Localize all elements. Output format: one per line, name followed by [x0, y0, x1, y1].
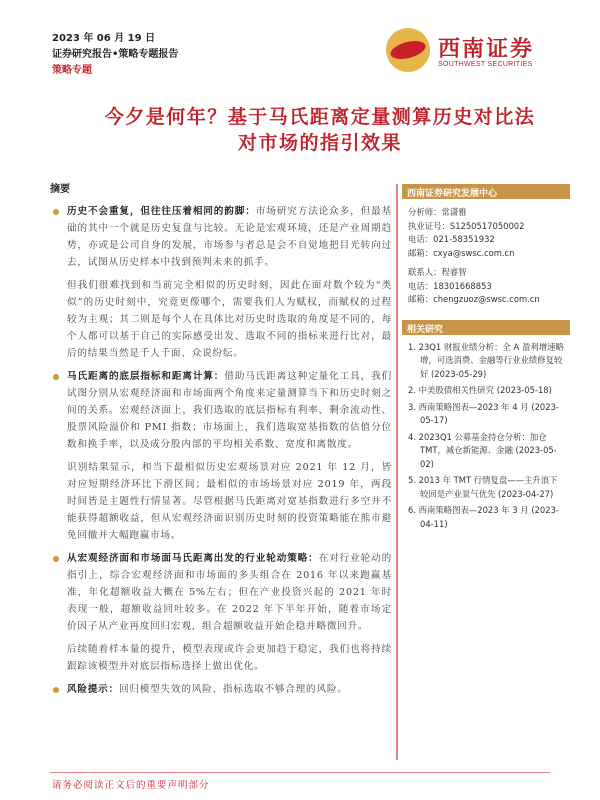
- license: 执业证号：S1250517050002: [408, 220, 525, 231]
- bullet-title: 历史不会重复，但往往压着相同的韵脚：: [67, 206, 256, 217]
- logo-cn: 西南证券: [438, 36, 535, 62]
- email-link[interactable]: 邮箱：cxya@swsc.com.cn: [408, 247, 515, 258]
- phone: 电话：18301668853: [408, 280, 492, 291]
- summary-heading: 摘要: [50, 184, 70, 195]
- report-type: 证券研究报告•策略专题报告: [52, 49, 179, 60]
- related-item[interactable]: 3. 西南策略图表—2023 年 4 月 (2023-05-17): [408, 401, 559, 425]
- bullet-icon: [53, 687, 59, 693]
- title-line-2: 对市场的指引效果: [237, 132, 402, 154]
- related-item[interactable]: 1. 23Q1 财报业绩分析：全 A 盈利增速略增，可选消费、金融等行业业绩修复较好 (2023-05-29): [408, 341, 564, 379]
- bullet-text: 在对行业轮动的指引上，综合宏观经济面和市场面的多头组合在 2016 年以来跑赢基准，年化超额收益大概在 5%左右；但在产业投资兴起的 2021 年时表现一般，超额收益回吐较多。在 2022 年下半年开始，随着市场定价因子从产业再度回归宏观，组合超额收益开始企稳并略微回升。: [67, 553, 392, 632]
- related-item[interactable]: 6. 西南策略图表—2023 年 3 月 (2023-04-11): [408, 505, 559, 529]
- bullet-rotation: [50, 550, 392, 635]
- title-line-1: 今夕是何年？基于马氏距离定量测算历史对比法: [104, 106, 536, 128]
- related-item[interactable]: 5. 2013 年 TMT 行情复盘——主升浪下较回是产业景气优先 (2023-04-27): [408, 475, 558, 499]
- related-research-list: [402, 335, 570, 541]
- bullet-title: 从宏观经济面和市场面马氏距离出发的行业轮动策略：: [67, 553, 319, 564]
- bullet-text: 借助马氏距离这种定量化工具，我们试图分别从宏观经济面和市场面两个角度来定量测算当下和历史时刻之间的关系。宏观经济面上，我们选取的底层指标有利率、剩余流动性、股票风险溢价和 PMI 指数；市场面上，我们选取宽基指数的估值分位数和换手率，以及成分股内部的平均相关系数、宽度和离散度。: [67, 371, 392, 450]
- paragraph: 后续随着样本量的提升，模型表现或许会更加趋于稳定，我们也将持续跟踪该模型并对底层指标选择上做出优化。: [67, 644, 392, 672]
- bullet-history: [50, 203, 392, 271]
- contact-person: 联系人：程睿智: [408, 267, 467, 277]
- logo-en: SOUTHWEST SECURITIES: [438, 61, 533, 68]
- footer-divider: [50, 772, 550, 773]
- sidebar: [402, 184, 570, 540]
- report-category: 策略专题: [52, 65, 92, 76]
- page-title: [40, 104, 600, 156]
- bullet-text: 市场研究方法论众多，但最基础的其中一个就是历史复盘与比较。无论是宏观环境，还是产业周期趋势，亦或是公司自身的发展，市场参与者总是会不自觉地把目光转向过去，试图从历史样本中找到预判未来的抓手。: [67, 206, 392, 268]
- contact-info: [402, 199, 570, 314]
- bullet-icon: [53, 556, 59, 562]
- related-item[interactable]: 2. 中美股债相关性研究 (2023-05-18): [408, 385, 552, 395]
- bullet-text: 回归模型失效的风险、指标选取不够合理的风险。: [118, 684, 348, 695]
- analyst: 分析师：常潇雅: [408, 207, 467, 217]
- related-item[interactable]: 4. 2023Q1 公募基金持仓分析：加仓 TMT，减仓新能源、金融 (2023-05-02): [408, 431, 557, 469]
- bullet-icon: [53, 374, 59, 380]
- paragraph: 识别结果显示，和当下最相似历史宏观场景对应 2021 年 12 月，皆对应短期经济环比下滑区间；最相似的市场场景对应 2019 年，两段时间皆是主题性行情显著。尽管根据马氏距离对宽基指数进行多空并不能获得超额收益，但从宏观经济面识别历史时刻的投资策略能在熊市避免回撤并大幅跑赢市场。: [67, 462, 392, 541]
- research-center-title: 西南证券研究发展中心: [402, 184, 570, 199]
- report-date: 2023 年 06 月 19 日: [52, 33, 156, 44]
- bullet-title: 风险提示：: [67, 684, 119, 695]
- bullet-mahalanobis: [50, 368, 392, 453]
- bullet-icon: [53, 209, 59, 215]
- related-research-title: 相关研究: [402, 320, 570, 335]
- company-logo: [386, 28, 566, 78]
- bullet-risk: [50, 681, 392, 698]
- column-divider: [396, 184, 398, 760]
- summary-section: [50, 180, 392, 704]
- report-header: [52, 31, 178, 79]
- logo-emblem-icon: [386, 28, 430, 72]
- email-link[interactable]: 邮箱：chengzuoz@swsc.com.cn: [408, 294, 540, 304]
- footer-disclaimer: 请务必阅读正文后的重要声明部分: [52, 780, 210, 791]
- paragraph: 但我们很难找到和当前完全相似的历史时刻，因此在面对数个较为“类似”的历史时刻中，究竟更像哪个，需要我们人为赋权，而赋权的过程较为主观；其二则是每个人在具体比对历史时选取的角度是不同的，每个人都可以基于自己的实际感受出发、选取不同的指标来进行比对，最后的结果当然是千人千面、众说纷纭。: [67, 280, 392, 359]
- phone: 电话：021-58351932: [408, 234, 495, 244]
- bullet-title: 马氏距离的底层指标和距离计算：: [67, 371, 225, 382]
